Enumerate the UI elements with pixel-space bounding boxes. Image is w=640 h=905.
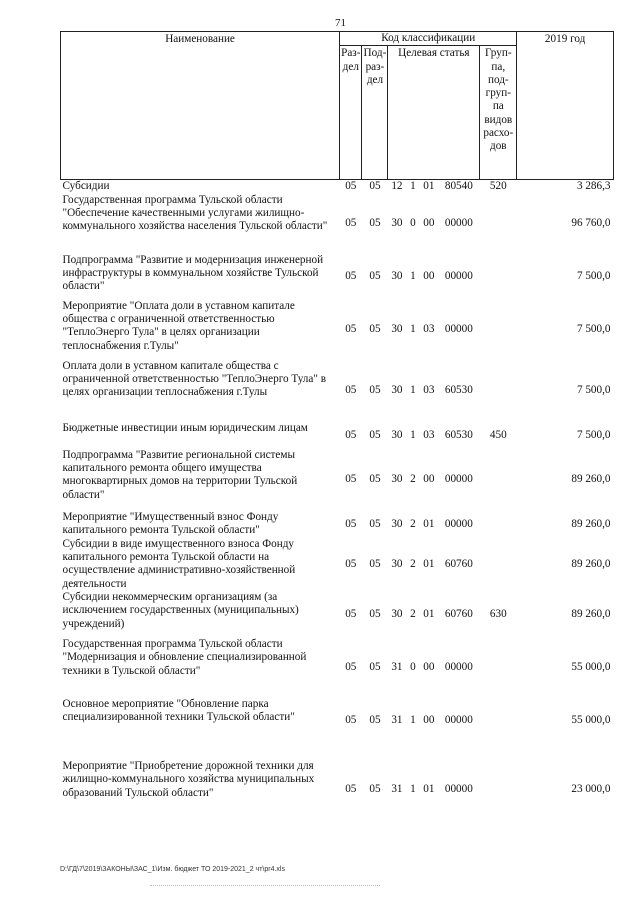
row-expense-group [480,638,517,698]
row-target-event: 00 [423,217,435,230]
row-target-direction: 00000 [444,473,473,486]
row-target-program: 30 [391,607,403,620]
row-target-event: 00 [423,661,435,674]
page-number: 71 [335,17,346,29]
row-razdel: 05 [345,557,357,570]
row-name: Оплата доли в уставном капитале общества с ограниченной ответственностью "ТеплоЭнерго Тула" в целях организации теплоснабжения г.Тулы [62,359,327,399]
row-amount-2019: 7 500,0 [576,428,611,441]
row-amount-2019: 89 260,0 [571,557,611,570]
row-name: Мероприятие "Оплата доли в уставном капитале общества с ограниченной ответственностью "ТеплоЭнерго Тула" в целях организации теплоснабжения г.Тулы" [62,299,295,352]
row-expense-group: 630 [489,607,507,620]
row-target-direction: 80540 [444,180,473,193]
table-row [61,698,614,744]
header-target-item: Целевая статья [388,46,480,180]
header-year: 2019 год [517,32,614,180]
row-target-direction: 60530 [444,428,473,441]
table-row [61,360,614,422]
row-podrazdel: 05 [369,428,381,441]
table-row [61,538,614,591]
row-target-direction: 00000 [444,217,473,230]
row-target-direction: 60530 [444,384,473,397]
row-podrazdel: 05 [369,783,381,796]
row-podrazdel: 05 [369,217,381,230]
row-target-event: 01 [423,180,435,193]
row-target-program: 30 [391,270,403,283]
row-razdel: 05 [345,323,357,336]
row-target-direction: 00000 [444,323,473,336]
row-target-program: 30 [391,517,403,530]
row-target-event: 03 [423,428,435,441]
row-target-direction: 00000 [444,783,473,796]
row-target-subprogram: 1 [410,270,416,283]
row-target-program: 31 [391,661,403,674]
row-razdel: 05 [345,783,357,796]
row-razdel: 05 [345,714,357,727]
row-target-program: 30 [391,217,403,230]
row-target-subprogram: 1 [410,783,416,796]
row-target-subprogram: 1 [410,180,416,193]
row-target-event: 00 [423,714,435,727]
row-amount-2019: 55 000,0 [571,714,611,727]
row-target-program: 31 [391,783,403,796]
header-code-classification: Код классификации [340,32,517,46]
row-name: Подпрограмма "Развитие и модернизация инженерной инфраструктуры в коммунальном хозяйстве Тульской области" [62,253,324,293]
row-target-program: 30 [391,384,403,397]
footer-divider [150,885,380,886]
row-podrazdel: 05 [369,384,381,397]
row-name: Основное мероприятие "Обновление парка специализированной техники Тульской области" [62,697,295,724]
row-target-subprogram: 0 [410,661,416,674]
row-amount-2019: 55 000,0 [571,661,611,674]
row-name: Субсидии [62,180,110,193]
row-target-subprogram: 0 [410,217,416,230]
table-row [61,638,614,698]
row-expense-group [480,538,517,591]
row-target-direction: 60760 [444,557,473,570]
header-podrazdel: Под- раз- дел [362,46,388,180]
row-razdel: 05 [345,384,357,397]
row-target-event: 01 [423,607,435,620]
row-razdel: 05 [345,607,357,620]
row-amount-2019: 89 260,0 [571,473,611,486]
row-podrazdel: 05 [369,714,381,727]
row-target-subprogram: 1 [410,714,416,727]
row-name: Государственная программа Тульской области "Модернизация и обновление специализированной техники в Тульской области" [62,637,307,677]
row-razdel: 05 [345,473,357,486]
table-row [61,591,614,638]
row-target-program: 30 [391,428,403,441]
row-target-subprogram: 2 [410,473,416,486]
row-target-subprogram: 1 [410,323,416,336]
row-name: Мероприятие "Имущественный взнос Фонду капитального ремонта Тульской области" [62,510,279,537]
row-amount-2019: 89 260,0 [571,517,611,530]
row-expense-group [480,511,517,538]
row-expense-group [480,360,517,422]
row-name: Подпрограмма "Развитие региональной системы капитального ремонта общего имущества многоквартирных домов на территории Тульской области" [62,448,298,501]
row-razdel: 05 [345,661,357,674]
row-name: Государственная программа Тульской области "Обеспечение качественными услугами жилищно-коммунального хозяйства населения Тульской области" [62,193,328,233]
row-razdel: 05 [345,180,357,193]
row-razdel: 05 [345,428,357,441]
row-podrazdel: 05 [369,557,381,570]
table-row [61,449,614,511]
row-razdel: 05 [345,517,357,530]
row-target-subprogram: 2 [410,557,416,570]
row-name: Субсидии в виде имущественного взноса Фонду капитального ремонта Тульской области на осуществление административно-хозяйственной деятельности [62,537,296,590]
table-row [61,300,614,360]
row-amount-2019: 7 500,0 [576,384,611,397]
row-target-subprogram: 1 [410,428,416,441]
row-target-direction: 00000 [444,714,473,727]
row-podrazdel: 05 [369,323,381,336]
row-target-program: 12 [391,180,403,193]
row-target-event: 03 [423,323,435,336]
row-target-event: 00 [423,473,435,486]
row-amount-2019: 96 760,0 [571,217,611,230]
budget-table [60,31,614,816]
row-expense-group: 450 [489,428,507,441]
row-razdel: 05 [345,217,357,230]
row-target-program: 31 [391,714,403,727]
row-expense-group [480,254,517,300]
row-podrazdel: 05 [369,270,381,283]
row-podrazdel: 05 [369,607,381,620]
row-target-event: 01 [423,517,435,530]
row-podrazdel: 05 [369,661,381,674]
row-expense-group: 520 [489,180,507,193]
header-razdel: Раз- дел [340,46,362,180]
row-amount-2019: 89 260,0 [571,607,611,620]
row-expense-group [480,449,517,511]
row-target-event: 03 [423,384,435,397]
row-target-subprogram: 2 [410,607,416,620]
row-target-direction: 60760 [444,607,473,620]
row-amount-2019: 7 500,0 [576,270,611,283]
table-row [61,254,614,300]
table-row [61,744,614,816]
row-target-event: 01 [423,783,435,796]
row-target-program: 30 [391,473,403,486]
table-row [61,422,614,449]
row-name: Бюджетные инвестиции иным юридическим лицам [62,421,308,434]
row-expense-group [480,698,517,744]
row-target-subprogram: 1 [410,384,416,397]
row-target-event: 01 [423,557,435,570]
footer-file-path: D:\ГД\7\2019\ЗАКОНЫ\ЗАС_1\Изм. бюджет ТО 2019-2021_2 чт\pr4.xls [60,866,285,873]
row-podrazdel: 05 [369,180,381,193]
table-row [61,511,614,538]
row-target-event: 00 [423,270,435,283]
row-target-direction: 00000 [444,270,473,283]
table-row [61,194,614,254]
row-amount-2019: 3 286,3 [576,180,611,193]
row-podrazdel: 05 [369,517,381,530]
row-expense-group [480,300,517,360]
row-target-program: 30 [391,323,403,336]
row-amount-2019: 7 500,0 [576,323,611,336]
row-name: Субсидии некоммерческим организациям (за исключением государственных (муниципальных) учреждений) [62,590,299,630]
header-group: Груп- па, под- груп- па видов расхо- дов [480,46,517,180]
row-target-subprogram: 2 [410,517,416,530]
header-name: Наименование [61,32,340,180]
row-expense-group [480,744,517,816]
row-podrazdel: 05 [369,473,381,486]
row-name: Мероприятие "Приобретение дорожной техники для жилищно-коммунального хозяйства муниципальных образований Тульской области" [62,759,315,799]
row-expense-group [480,194,517,254]
row-razdel: 05 [345,270,357,283]
row-amount-2019: 23 000,0 [571,783,611,796]
row-target-direction: 00000 [444,517,473,530]
row-target-direction: 00000 [444,661,473,674]
table-row [61,180,614,194]
row-target-program: 30 [391,557,403,570]
